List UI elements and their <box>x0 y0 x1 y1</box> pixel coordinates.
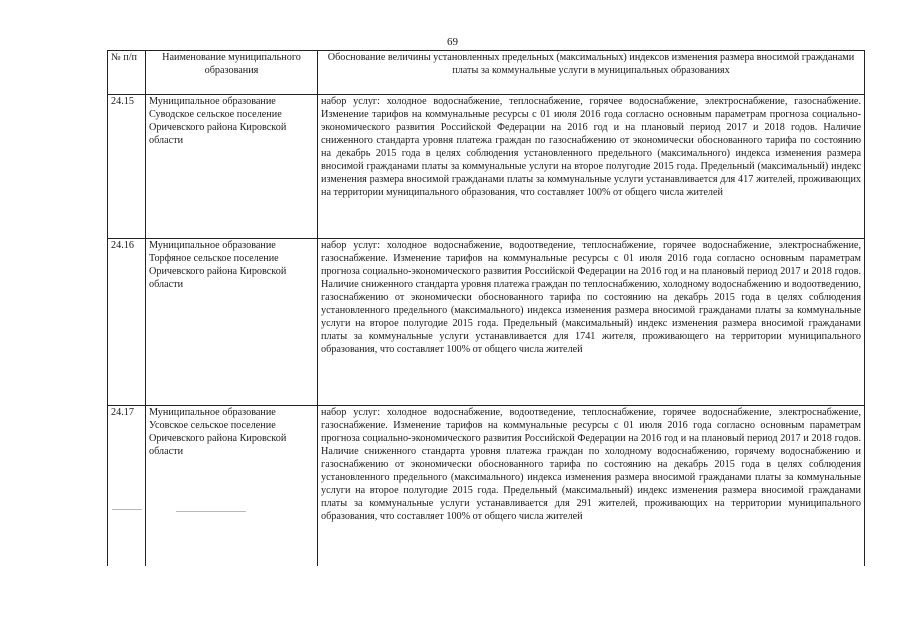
page-number: 69 <box>447 36 458 48</box>
tariff-index-table <box>107 50 865 566</box>
row-justification: набор услуг: холодное водоснабжение, водоотведение, теплоснабжение, горячее водоснабжение, электроснабжение, газоснабжение. Изменение тарифов на коммунальные ресурсы с 01 июля 2016 года согласно основным параметрам прогноза социально-экономического развития Российской Федерации на 2016 год и на плановый период 2017 и 2018 годов. Наличие сниженного стандарта уровня платежа граждан по холодному водоснабжению, горячему водоснабжению и газоснабжению от экономически обоснованного тарифа по состоянию на декабрь 2015 года в целях соблюдения установленного предельного (максимального) индекса изменения размера вносимой гражданами платы за коммунальные услуги на второе полугодие 2015 года. Предельный (максимальный) индекс изменения размера вносимой гражданами платы за коммунальные услуги устанавливается для 291 жителей, проживающих на территории муниципального образования, что составляет 100% от общего числа жителей <box>318 406 865 567</box>
row-number: 24.15 <box>108 95 146 239</box>
header-municipality-name: Наименование муниципального образования <box>146 51 318 95</box>
row-municipality-name: Муниципальное образование Суводское сельское поселение Оричевского района Кировской области <box>146 95 318 239</box>
table-row <box>108 95 865 239</box>
row-number: 24.16 <box>108 239 146 406</box>
row-municipality-name: Муниципальное образование Торфяное сельское поселение Оричевского района Кировской области <box>146 239 318 406</box>
row-municipality-name: Муниципальное образование Усовское сельское поселение Оричевского района Кировской области <box>146 406 318 567</box>
table-row <box>108 406 865 567</box>
header-number: № п/п <box>108 51 146 95</box>
row-number: 24.17 <box>108 406 146 567</box>
scan-artifact-line <box>176 511 246 512</box>
header-justification: Обоснование величины установленных предельных (максимальных) индексов изменения размера вносимой гражданами платы за коммунальные услуги в муниципальных образованиях <box>318 51 865 95</box>
table-header-row <box>108 51 865 95</box>
row-justification: набор услуг: холодное водоснабжение, теплоснабжение, горячее водоснабжение, электроснабжение, газоснабжение. Изменение тарифов на коммунальные ресурсы с 01 июля 2016 года согласно основным параметрам прогноза социально-экономического развития Российской Федерации на 2016 год и на плановый период 2017 и 2018 годов. Наличие сниженного стандарта уровня платежа граждан по газоснабжению от экономически обоснованного тарифа по состоянию на декабрь 2015 года в целях соблюдения установленного предельного (максимального) индекса изменения размера вносимой гражданами платы за коммунальные услуги на второе полугодие 2015 года. Предельный (максимальный) индекс изменения размера вносимой гражданами платы за коммунальные услуги устанавливается для 417 жителей, проживающих на территории муниципального образования, что составляет 100% от общего числа жителей <box>318 95 865 239</box>
scan-artifact-line <box>112 509 142 510</box>
table-row <box>108 239 865 406</box>
row-justification: набор услуг: холодное водоснабжение, водоотведение, теплоснабжение, горячее водоснабжение, электроснабжение, газоснабжение. Изменение тарифов на коммунальные ресурсы с 01 июля 2016 года согласно основным параметрам прогноза социально-экономического развития Российской Федерации на 2016 год и на плановый период 2017 и 2018 годов. Наличие сниженного стандарта уровня платежа граждан по теплоснабжению, холодному водоснабжению и водоотведению, газоснабжению от экономически обоснованного тарифа по состоянию на декабрь 2015 года в целях соблюдения установленного предельного (максимального) индекса изменения размера вносимой гражданами платы за коммунальные услуги на второе полугодие 2015 года. Предельный (максимальный) индекс изменения размера вносимой гражданами платы за коммунальные услуги устанавливается для 1741 жителя, проживающего на территории муниципального образования, что составляет 100% от общего числа жителей <box>318 239 865 406</box>
